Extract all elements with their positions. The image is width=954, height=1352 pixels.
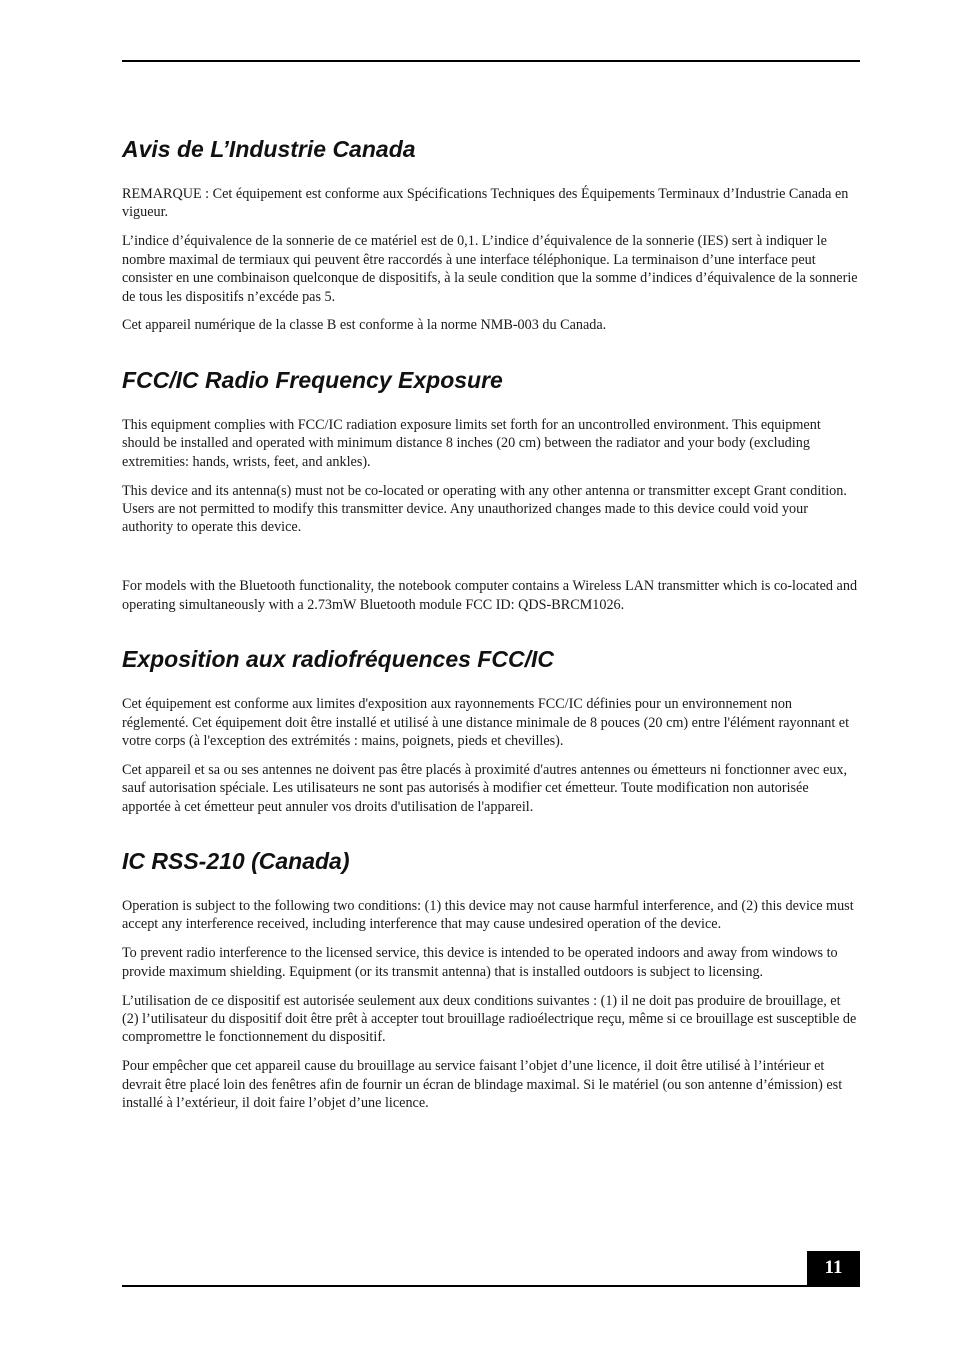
section-avis-industrie-canada: [122, 134, 860, 335]
paragraph: L’utilisation de ce dispositif est autorisée seulement aux deux conditions suivantes : (1) il ne doit pas produire de brouillage, et (2) l’utilisateur du dispositif doit être prêt à accepter tout brouillage radioélectrique reçu, même si ce brouillage est susceptible de compromettre le fonctionnement du dispositif.: [122, 992, 857, 1046]
section-ic-rss-210: [122, 846, 860, 1113]
paragraph: To prevent radio interference to the licensed service, this device is intended to be operated indoors and away from windows to provide maximum shielding. Equipment (or its transmit antenna) that is installed outdoors is subject to licensing.: [122, 945, 838, 980]
paragraph: L’indice d’équivalence de la sonnerie de ce matériel est de 0,1. L’indice d’équivalence de la sonnerie (IES) sert à indiquer le nombre maximal de termiaux qui peuvent être raccordés à une interface téléphonique. La terminaison d’une interface peut consister en une combinaison quelconque de dispositifs, à la seule condition que la somme d’indices d’équivalence de la sonnerie de tous les dispositifs n’excéde pas 5.: [122, 233, 858, 305]
page-number: 11: [807, 1251, 860, 1287]
section-heading: IC RSS-210 (Canada): [122, 848, 350, 875]
footer-rule: [122, 1285, 860, 1287]
paragraph: Pour empêcher que cet appareil cause du brouillage au service faisant l’objet d’une licence, il doit être utilisé à l’intérieur et devrait être placé loin des fenêtres afin de fournir un écran de blindage maximal. Si le matériel (ou son antenne d’émission) est installé à l’extérieur, il doit faire l’objet d’une licence.: [122, 1058, 843, 1112]
paragraph: Cet appareil et sa ou ses antennes ne doivent pas être placés à proximité d'autres antennes ou émetteurs ni fonctionner avec eux, sauf autorisation spéciale. Les utilisateurs ne sont pas autorisés à modifier cet émetteur. Toute modification non autorisée apportée à cet émetteur peut annuler vos droits d'utilisation de l'appareil.: [122, 761, 848, 815]
paragraph: This device and its antenna(s) must not be co-located or operating with any other antenna or transmitter except Grant condition. Users are not permitted to modify this transmitter device. Any unauthorized changes made to this device could void your authority to operate this device.: [122, 482, 847, 536]
header-rule: [122, 60, 860, 62]
section-exposition-radiofrequences: [122, 644, 860, 816]
paragraph: REMARQUE : Cet équipement est conforme aux Spécifications Techniques des Équipements Terminaux d’Industrie Canada en vigueur.: [122, 186, 849, 221]
paragraph: Cet équipement est conforme aux limites d'exposition aux rayonnements FCC/IC définies pour un environnement non réglementé. Cet équipement doit être installé et utilisé à une distance minimale de 8 pouces (20 cm) entre l'élément rayonnant et votre corps (à l'exception des extrémités : mains, poignets, pieds et chevilles).: [122, 696, 850, 749]
document-body: [122, 134, 860, 1143]
paragraph: Operation is subject to the following two conditions: (1) this device may not cause harmful interference, and (2) this device must accept any interference received, including interference that may cause undesired operation of the device.: [122, 898, 854, 933]
section-heading: Exposition aux radiofréquences FCC/IC: [122, 646, 554, 673]
section-heading: FCC/IC Radio Frequency Exposure: [122, 366, 503, 393]
section-fcc-ic-rf-exposure: [122, 365, 860, 614]
paragraph: This equipment complies with FCC/IC radiation exposure limits set forth for an uncontrolled environment. This equipment should be installed and operated with minimum distance 8 inches (20 cm) between the radiator and your body (excluding extremities: hands, wrists, feet, and ankles).: [122, 416, 821, 470]
paragraph-spacer: [122, 547, 860, 577]
section-heading: Avis de L’Industrie Canada: [122, 136, 416, 162]
paragraph: Cet appareil numérique de la classe B est conforme à la norme NMB-003 du Canada.: [122, 317, 607, 334]
paragraph: For models with the Bluetooth functionality, the notebook computer contains a Wireless LAN transmitter which is co-located and operating simultaneously with a 2.73mW Bluetooth module FCC ID: QDS-BRCM1026.: [122, 578, 858, 613]
